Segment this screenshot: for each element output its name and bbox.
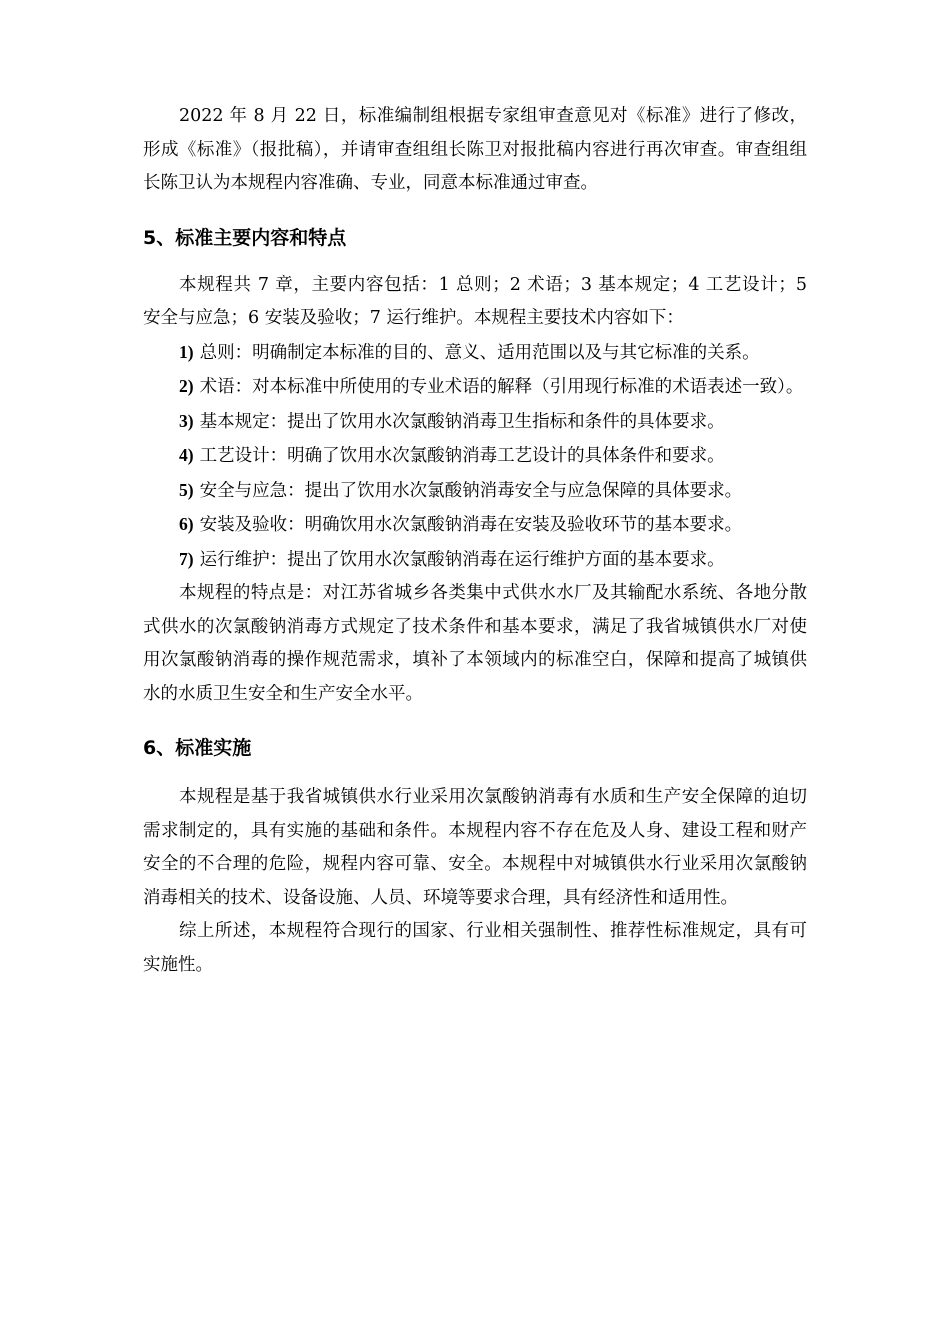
list-item-number: 4)	[179, 445, 194, 465]
list-item-text: 工艺设计：明确了饮用水次氯酸钠消毒工艺设计的具体条件和要求。	[199, 446, 725, 466]
list-item-text: 总则：明确制定本标准的目的、意义、适用范围以及与其它标准的关系。	[199, 342, 760, 363]
list-item	[143, 474, 807, 509]
list-item-text: 安全与应急：提出了饮用水次氯酸钠消毒安全与应急保障的具体要求。	[199, 480, 743, 501]
list-item	[143, 336, 807, 371]
section-5-item-list	[143, 336, 807, 578]
section-5-features: 本规程的特点是：对江苏省城乡各类集中式供水水厂及其输配水系统、各地分散式供水的次氯酸钠消毒方式规定了技术条件和基本要求，满足了我省城镇供水厂对使用次氯酸钠消毒的操作规范需求，填补了本领域内的标准空白，保障和提高了城镇供水的水质卫生安全和生产安全水平。	[143, 583, 807, 704]
list-item-number: 2)	[179, 376, 194, 396]
list-item-number: 3)	[179, 410, 194, 431]
list-item-text: 术语：对本标准中所使用的专业术语的解释（引用现行标准的术语表述一致）。	[199, 377, 804, 397]
list-item	[143, 508, 807, 543]
list-item-number: 7)	[179, 548, 194, 569]
list-item-number: 5)	[179, 479, 194, 500]
section-6-paragraph-2: 综上所述，本规程符合现行的国家、行业相关强制性、推荐性标准规定，具有可实施性。	[143, 921, 807, 975]
list-item	[143, 543, 807, 578]
list-item-text: 安装及验收：明确饮用水次氯酸钠消毒在安装及验收环节的基本要求。	[199, 515, 743, 535]
list-item	[143, 405, 807, 440]
intro-paragraph: 2022 年 8 月 22 日，标准编制组根据专家组审查意见对《标准》进行了修改，形成《标准》（报批稿），并请审查组组长陈卫对报批稿内容进行再次审查。审查组组长陈卫认为本规程内容准确、专业，同意本标准通过审查。	[143, 106, 807, 193]
list-item-number: 1)	[179, 341, 194, 362]
list-item	[143, 370, 807, 405]
list-item-number: 6)	[179, 514, 194, 534]
list-item-text: 运行维护：提出了饮用水次氯酸钠消毒在运行维护方面的基本要求。	[199, 549, 725, 570]
page-content	[143, 100, 807, 982]
list-item-text: 基本规定：提出了饮用水次氯酸钠消毒卫生指标和条件的具体要求。	[199, 411, 725, 432]
section-6-heading: 6、标准实施	[143, 737, 252, 759]
section-6-paragraph-1: 本规程是基于我省城镇供水行业采用次氯酸钠消毒有水质和生产安全保障的迫切需求制定的，具有实施的基础和条件。本规程内容不存在危及人身、建设工程和财产安全的不合理的危险，规程内容可靠、安全。本规程中对城镇供水行业采用次氯酸钠消毒相关的技术、设备设施、人员、环境等要求合理，具有经济性和适用性。	[143, 787, 807, 908]
section-5-heading: 5、标准主要内容和特点	[143, 226, 347, 249]
section-5-overview: 本规程共 7 章，主要内容包括：1 总则；2 术语；3 基本规定；4 工艺设计；5 安全与应急；6 安装及验收；7 运行维护。本规程主要技术内容如下：	[143, 274, 807, 328]
list-item	[143, 439, 807, 474]
